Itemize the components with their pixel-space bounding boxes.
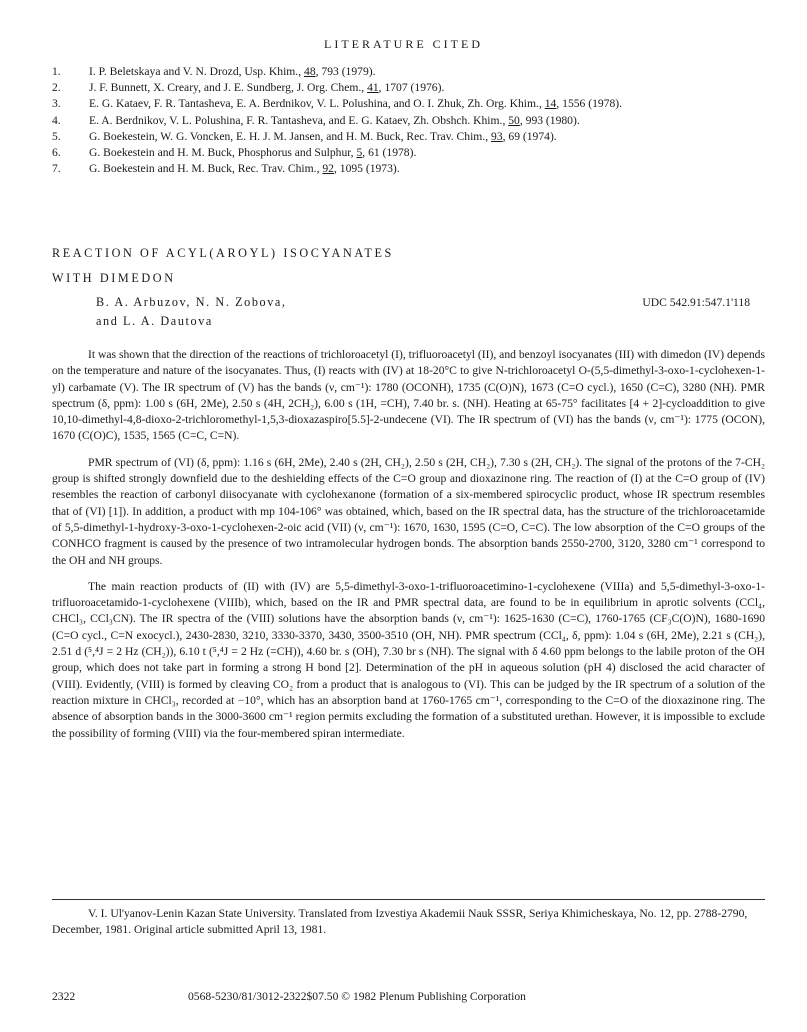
article-authors: [96, 293, 496, 331]
article-title-line: REACTION OF ACYL(AROYL) ISOCYANATES: [52, 246, 394, 260]
reference-volume: 93: [491, 129, 503, 143]
udc-code: UDC 542.91:547.1'118: [642, 296, 750, 309]
body-paragraph: It was shown that the direction of the reactions of trichloroacetyl (I), trifluoroacetyl (II), and benzoyl isocyanates (III) with dimedon (IV) depends on the temperature and nature of the isocyanates. Thus, (I) reacts with (IV) at 18-20°C to give N-trichloroacetyl O-(5,5-dimethyl-3-oxo-1-cyclohexen-1-yl) carbamate (V). The IR spectrum of (V) has the bands (ν, cm⁻¹): 1780 (OCONH), 1735 (C(O)N), 1673 (C=O cycl.), 1650 (C=C), 3280 (NH). PMR spectrum (δ, ppm): 1.00 s (6H, 2Me), 2.50 s (4H, 2CH₂), 6.00 s (1H, =CH), 7.40 br. s. (NH). Heating at 65-75° facilitates [4 + 2]-cycloaddition to give 10,10-dimethyl-4,8-dioxo-2-trichloromethyl-1,5,3-dioxazaspiro[5.5]-2-undecene (VI). The IR spectrum of (VI) has the bands (ν, cm⁻¹): 1775 (OCON), 1670 (C(O)C), 1535, 1565 (C=C, C=N).: [52, 348, 765, 443]
reference-number: 5.: [52, 129, 61, 143]
reference-number: 4.: [52, 113, 61, 127]
reference-number: 1.: [52, 65, 61, 78]
reference-text: E. G. Kataev, F. R. Tantasheva, E. A. Berdnikov, V. L. Polushina, and O. I. Zhuk, Zh. Org. Khim.,: [89, 97, 545, 111]
reference-number: 3.: [52, 97, 61, 111]
affiliation-footnote: V. I. Ul'yanov-Lenin Kazan State University. Translated from Izvestiya Akademii Nauk SSSR, Seriya Khimicheskaya, No. 12, pp. 2788-2790, December, 1981. Original article submitted April 13, 1981.: [52, 907, 748, 937]
reference-item: [52, 64, 772, 80]
reference-pages: , 69 (1974).: [502, 129, 557, 143]
page-number: 2322: [52, 990, 76, 1003]
body-paragraph: PMR spectrum of (VI) (δ, ppm): 1.16 s (6H, 2Me), 2.40 s (2H, CH₂), 2.50 s (2H, CH₂), 7.30 s (2H, CH₂). The signal of the protons of the 7-CH₂ group is shifted strongly downfield due to the deshielding effects of the C=O group and dioxazinone ring. The reaction of (I) at the C=O group of (IV) resembles the reaction of carbonyl diisocyanate with cyclohexanone (formation of a six-membered spirocyclic product, whose IR spectrum resembles that of (VI) [1]). In addition, a product with mp 104-106° was obtained, which, based on the IR spectral data, has the structure of the trichloroacetamide of 5,5-dimethyl-1-hydroxy-3-oxo-1-cyclohexen-2-oic acid (VII) (ν, cm⁻¹): 1670, 1630, 1595 (C=O, C=C). The low absorption of the C=O groups of the CONHCO fragment is caused by the presence of two intramolecular hydrogen bonds. The absorption bands 2550-2700, 3120, 3280 cm⁻¹ correspond to the OH and NH groups.: [52, 455, 765, 567]
reference-item: [52, 145, 772, 161]
article-title: [52, 241, 752, 291]
article-title-line: WITH DIMEDON: [52, 271, 176, 285]
reference-volume: 41: [367, 81, 379, 95]
reference-pages: , 61 (1978).: [362, 146, 417, 160]
reference-pages: , 993 (1980).: [519, 113, 580, 127]
article-body: [52, 347, 765, 752]
reference-list: [52, 64, 772, 177]
reference-volume: 5: [356, 146, 363, 160]
reference-pages: , 1707 (1976).: [378, 81, 445, 95]
reference-pages: , 793 (1979).: [315, 65, 376, 78]
reference-text: J. F. Bunnett, X. Creary, and J. E. Sundberg, J. Org. Chem.,: [89, 81, 368, 95]
reference-item: [52, 80, 772, 96]
reference-pages: , 1095 (1973).: [333, 162, 400, 176]
reference-text: G. Boekestein and H. M. Buck, Phosphorus and Sulphur,: [89, 146, 357, 160]
authors-line: and L. A. Dautova: [96, 314, 213, 328]
authors-line: B. A. Arbuzov, N. N. Zobova,: [96, 295, 287, 309]
reference-volume: 48: [304, 65, 316, 78]
body-paragraph: The main reaction products of (II) with (IV) are 5,5-dimethyl-3-oxo-1-trifluoroacetimino-1-cyclohexene (VIIIa) and 5,5-dimethyl-3-oxo-1-trifluoroacetamido-1-cyclohexene (VIIIb), which, based on the IR and PMR spectral data, are found to be in equilibrium in aprotic solvents (CCl₄, CHCl₃, CCl₃CN). The IR spectra of the (VIII) solutions have the absorption bands (ν, cm⁻¹): 1625-1630 (C=C), 1760-1765 (CF₃C(O)N), 1680-1690 (C=O cycl., C=N exocycl.), 2430-2830, 3210, 3330-3370, 3430, 3500-3510 (OH, NH). PMR spectrum (CCl₄, δ, ppm): 1.04 s (6H, 2Me), 2.21 s (CH₂), 2.51 d (⁵,⁴J = 2 Hz (CH₂)), 6.10 t (⁵,⁴J = 2 Hz (=CH)), 4.60 br. s (OH), 7.30 br s (NH). The signal with δ 4.60 ppm belongs to the labile proton of the OH group, which does not take part in forming a strong H bond [2]. Determination of the pH in aqueous solution (pH 4) disclosed the acid character of (VIII). Evidently, (VIII) is formed by cleaving CO₂ from a product that is analogous to (VI). This can be judged by the IR spectrum of a solution of the reaction mixture in CHCl₃, recorded at −10°, which has an absorption band at 1760-1765 cm⁻¹, corresponding to the C=O of the dioxazinone ring. The absence of absorption bands in the 3000-3600 cm⁻¹ region permits excluding the formation of a substituted urethan. However, it is impossible to exclude the possibility of forming (VIII) via the four-membered spiran intermediate.: [52, 579, 765, 740]
literature-cited-heading: LITERATURE CITED: [324, 37, 483, 51]
reference-item: [52, 161, 772, 177]
reference-text: G. Boekestein and H. M. Buck, Rec. Trav. Chim.,: [89, 162, 323, 176]
reference-item: [52, 96, 772, 112]
reference-number: 2.: [52, 81, 61, 95]
reference-pages: , 1556 (1978).: [556, 97, 623, 111]
reference-text: E. A. Berdnikov, V. L. Polushina, F. R. Tantasheva, and E. G. Kataev, Zh. Obshch. Khim.,: [89, 113, 509, 127]
reference-item: [52, 129, 772, 145]
publisher-code: 0568-5230/81/3012-2322$07.50 © 1982 Plenum Publishing Corporation: [188, 990, 526, 1003]
footnote-divider: [52, 899, 765, 900]
reference-number: 7.: [52, 162, 61, 176]
reference-text: G. Boekestein, W. G. Voncken, E. H. J. M. Jansen, and H. M. Buck, Rec. Trav. Chim.,: [89, 129, 492, 143]
reference-text: I. P. Beletskaya and V. N. Drozd, Usp. Khim.,: [89, 65, 305, 78]
reference-volume: 92: [322, 162, 334, 176]
reference-number: 6.: [52, 146, 61, 160]
reference-volume: 50: [508, 113, 520, 127]
reference-item: [52, 113, 772, 129]
reference-volume: 14: [544, 97, 557, 111]
